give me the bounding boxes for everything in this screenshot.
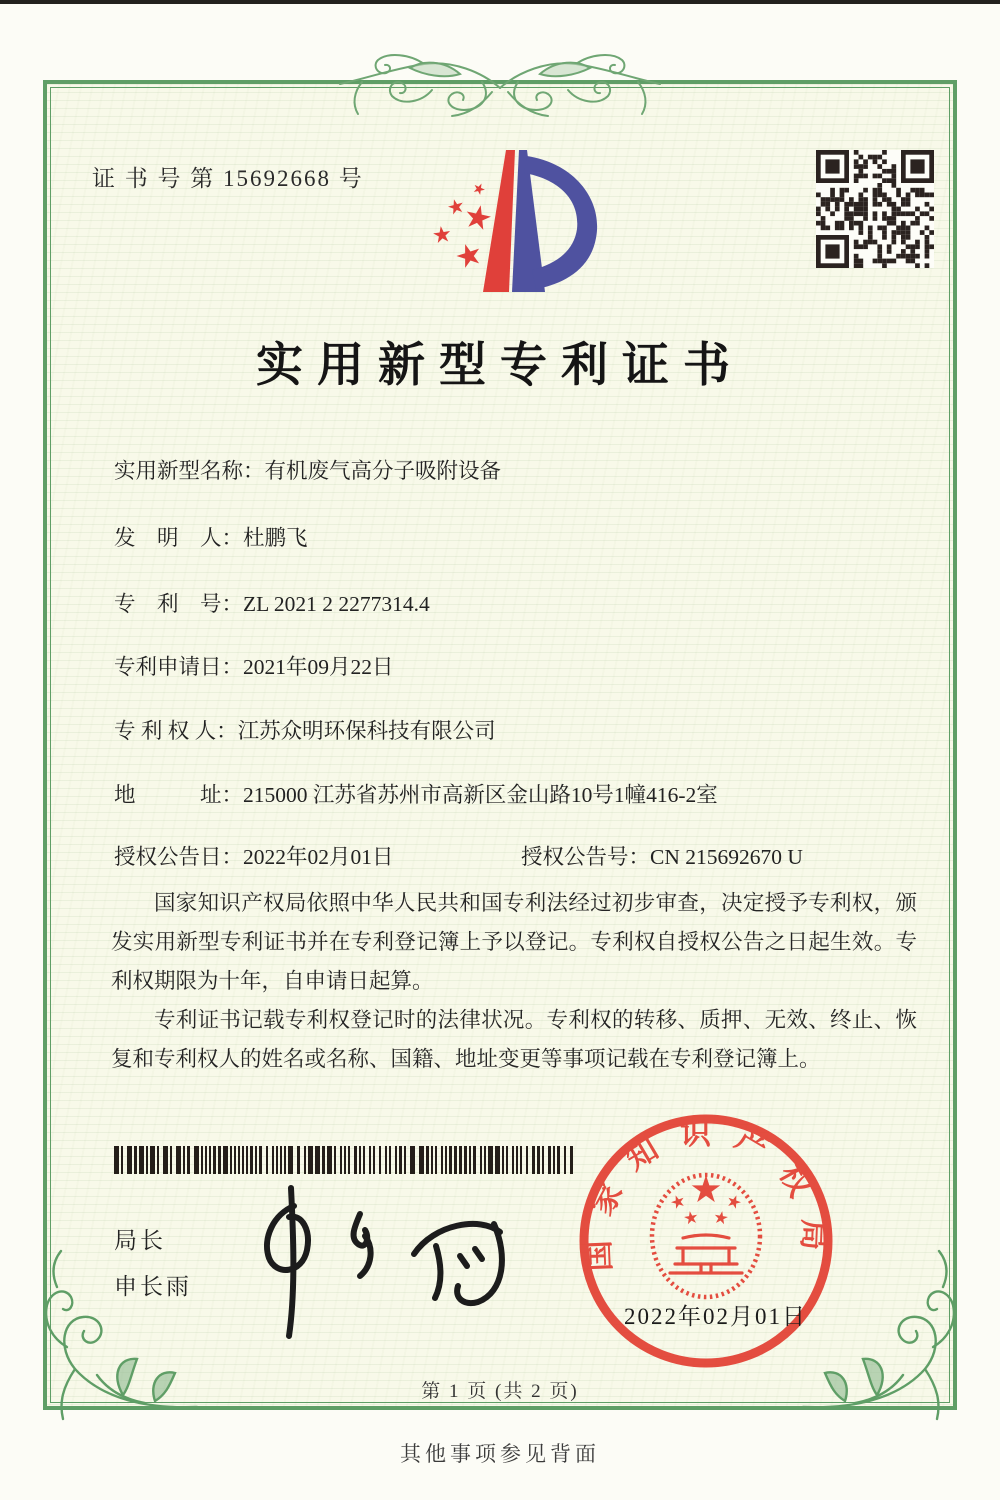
field-label: 实用新型名称： bbox=[114, 459, 265, 483]
national-emblem bbox=[652, 1175, 760, 1297]
grant-date-value: 2022年02月01日 bbox=[243, 845, 394, 869]
certificate-title: 实用新型专利证书 bbox=[256, 340, 744, 392]
field-value: 215000 江苏省苏州市高新区金山路10号1幢416-2室 bbox=[243, 783, 718, 807]
field-value: 杜鹏飞 bbox=[243, 526, 308, 550]
grant-date-label: 授权公告日： bbox=[114, 845, 244, 869]
scan-edge bbox=[0, 0, 1000, 4]
back-side-note: 其他事项参见背面 bbox=[400, 1442, 600, 1466]
signer-name: 申长雨 bbox=[114, 1274, 192, 1299]
field-label: 专 利 号： bbox=[114, 592, 244, 616]
seal-date: 2022年02月01日 bbox=[624, 1304, 807, 1329]
cnipa-red-seal bbox=[571, 1106, 841, 1376]
field-label: 专 利 权 人： bbox=[114, 719, 238, 743]
field-inventor bbox=[114, 521, 308, 552]
legal-paragraph-1: 国家知识产权局依照中华人民共和国专利法经过初步审查，决定授予专利权，颁发实用新型专利证书并在专利登记簿上予以登记。专利权自授权公告之日起生效。专利权期限为十年，自申请日起算。 bbox=[111, 891, 917, 993]
barcode bbox=[114, 1146, 581, 1174]
page-number: 第 1 页 (共 2 页) bbox=[421, 1381, 579, 1402]
field-patentee bbox=[114, 714, 496, 745]
certificate-border-frame bbox=[43, 80, 957, 1410]
field-label: 专利申请日： bbox=[114, 655, 244, 679]
field-patent-number bbox=[114, 587, 430, 618]
handwritten-signature bbox=[232, 1176, 542, 1346]
grant-number-group bbox=[521, 840, 803, 871]
qr-code bbox=[816, 150, 934, 268]
field-value: ZL 2021 2 2277314.4 bbox=[243, 592, 430, 616]
field-utility-model-name bbox=[114, 454, 501, 485]
certificate-number: 证 书 号 第 15692668 号 bbox=[92, 166, 364, 191]
grant-info-row bbox=[114, 840, 934, 871]
grant-number-value: CN 215692670 U bbox=[650, 845, 803, 869]
seal-ring-text: 国家知识产权局 bbox=[580, 1115, 832, 1272]
field-filing-date bbox=[114, 650, 394, 681]
field-value: 2021年09月22日 bbox=[243, 655, 394, 679]
field-value: 江苏众明环保科技有限公司 bbox=[237, 719, 496, 743]
legal-paragraph-2: 专利证书记载专利权登记时的法律状况。专利权的转移、质押、无效、终止、恢复和专利权人的姓名或名称、国籍、地址变更等事项记载在专利登记簿上。 bbox=[111, 1008, 917, 1071]
signer-title: 局长 bbox=[114, 1228, 166, 1253]
field-value: 有机废气高分子吸附设备 bbox=[264, 459, 502, 483]
top-flourish-ornament bbox=[332, 48, 668, 122]
grant-number-label: 授权公告号： bbox=[521, 845, 651, 869]
field-label: 地 址： bbox=[114, 783, 244, 807]
legal-text-block bbox=[111, 884, 917, 1079]
cnipa-logo-icon bbox=[409, 142, 599, 302]
field-label: 发 明 人： bbox=[114, 526, 244, 550]
field-address bbox=[114, 778, 718, 809]
